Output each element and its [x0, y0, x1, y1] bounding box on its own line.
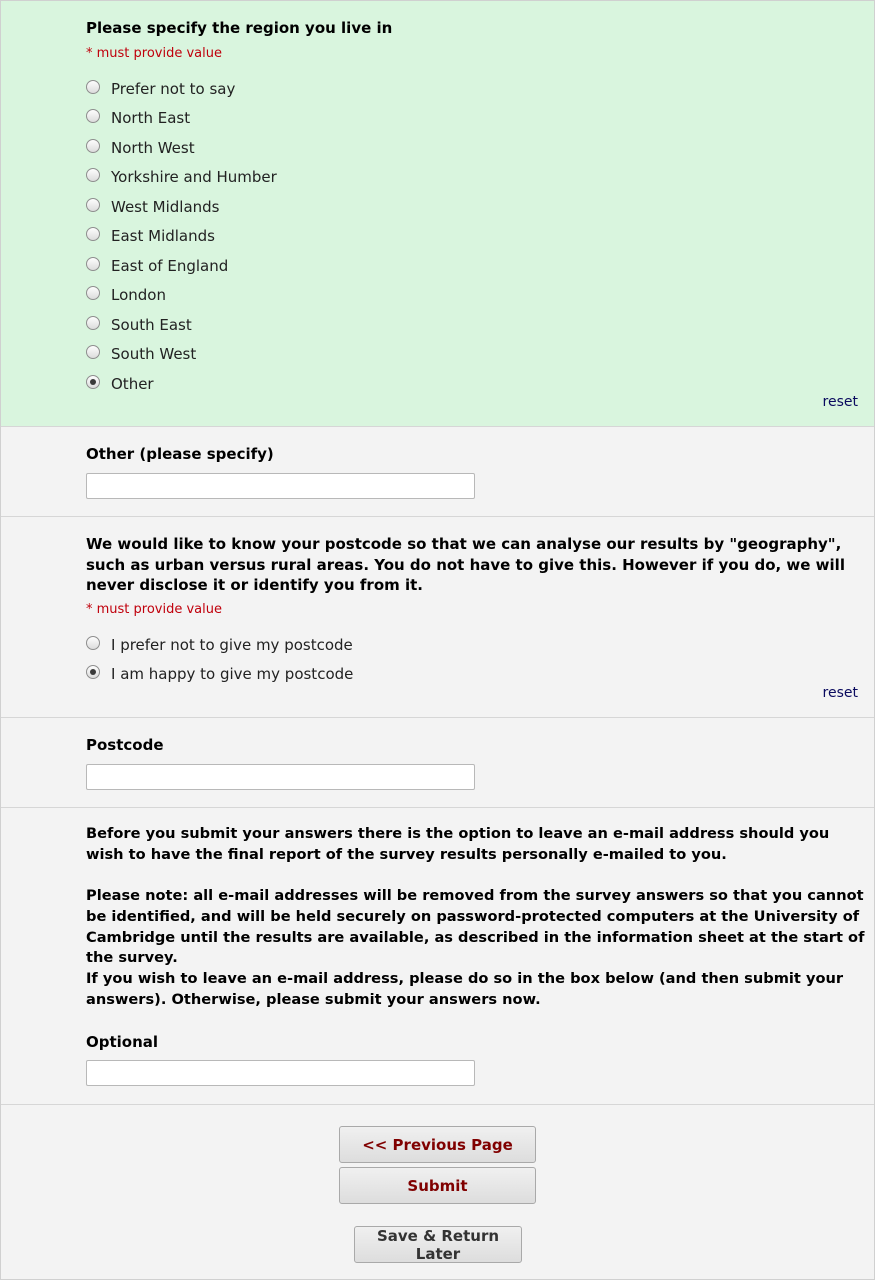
postcode-consent-question: [1, 517, 874, 718]
radio-button[interactable]: [86, 636, 100, 650]
option-label: East Midlands: [111, 227, 215, 245]
postcode-title: Postcode: [86, 736, 164, 754]
email-info-paragraph-2: Please note: all e-mail addresses will be removed from the survey answers so that you cannot be identified, and will be held securely on password-protected computers at the University of Cambridge until the results are available, as described in the information sheet at the start of the survey.: [86, 887, 865, 967]
radio-option-prefer-not-to-say[interactable]: [86, 77, 235, 101]
save-return-later-button[interactable]: Save & Return Later: [354, 1226, 522, 1263]
radio-button[interactable]: [86, 257, 100, 271]
radio-option-happy-postcode[interactable]: [86, 662, 353, 686]
other-specify-title: Other (please specify): [86, 445, 274, 463]
radio-button-selected[interactable]: [86, 665, 100, 679]
submit-button[interactable]: Submit: [339, 1167, 536, 1204]
radio-button[interactable]: [86, 198, 100, 212]
optional-label: Optional: [86, 1033, 159, 1051]
radio-button[interactable]: [86, 168, 100, 182]
other-specify-question: [1, 427, 874, 517]
region-question-title: Please specify the region you live in: [86, 19, 393, 37]
radio-button[interactable]: [86, 286, 100, 300]
radio-option-south-west[interactable]: [86, 342, 196, 366]
required-note: * must provide value: [86, 602, 222, 617]
reset-link[interactable]: reset: [822, 394, 858, 410]
option-label: North West: [111, 139, 195, 157]
other-specify-input[interactable]: [86, 473, 475, 499]
radio-option-east-midlands[interactable]: [86, 224, 215, 248]
radio-button[interactable]: [86, 345, 100, 359]
radio-option-south-east[interactable]: [86, 313, 192, 337]
radio-button[interactable]: [86, 80, 100, 94]
option-label: South East: [111, 316, 192, 334]
option-label: North East: [111, 109, 191, 127]
radio-button[interactable]: [86, 139, 100, 153]
postcode-question: [1, 718, 874, 808]
radio-button[interactable]: [86, 109, 100, 123]
postcode-input[interactable]: [86, 764, 475, 790]
option-label: Yorkshire and Humber: [111, 168, 277, 186]
option-label: Prefer not to say: [111, 80, 236, 98]
option-label: South West: [111, 345, 197, 363]
radio-button[interactable]: [86, 227, 100, 241]
reset-link[interactable]: reset: [822, 685, 858, 701]
email-info-paragraph-1: Before you submit your answers there is the option to leave an e-mail address should you wish to have the final report of the survey results personally e-mailed to you.: [86, 825, 830, 863]
radio-button-selected[interactable]: [86, 375, 100, 389]
radio-option-prefer-not-postcode[interactable]: [86, 633, 353, 657]
radio-option-east-of-england[interactable]: [86, 254, 228, 278]
radio-option-north-west[interactable]: [86, 136, 195, 160]
radio-option-yorkshire-and-humber[interactable]: [86, 165, 277, 189]
email-question: [1, 808, 874, 1105]
radio-option-north-east[interactable]: [86, 106, 190, 130]
region-question: [1, 1, 874, 427]
email-info-paragraph-3: If you wish to leave an e-mail address, please do so in the box below (and then submit your answers). Otherwise, please submit your answers now.: [86, 970, 844, 1008]
email-input[interactable]: [86, 1060, 475, 1086]
option-label: London: [111, 286, 166, 304]
option-label: I prefer not to give my postcode: [111, 636, 353, 654]
option-label: East of England: [111, 257, 229, 275]
required-note: * must provide value: [86, 46, 222, 61]
radio-button[interactable]: [86, 316, 100, 330]
radio-option-london[interactable]: [86, 283, 166, 307]
option-label: West Midlands: [111, 198, 220, 216]
radio-option-west-midlands[interactable]: [86, 195, 219, 219]
option-label: Other: [111, 375, 154, 393]
option-label: I am happy to give my postcode: [111, 665, 354, 683]
postcode-consent-title: We would like to know your postcode so that we can analyse our results by "geography", such as urban versus rural areas. You do not have to give this. However if you do, we will never disclose it or identify you from it.: [86, 535, 845, 594]
previous-page-button[interactable]: << Previous Page: [339, 1126, 536, 1163]
radio-option-other[interactable]: [86, 372, 154, 396]
navigation-buttons: [1, 1105, 874, 1279]
